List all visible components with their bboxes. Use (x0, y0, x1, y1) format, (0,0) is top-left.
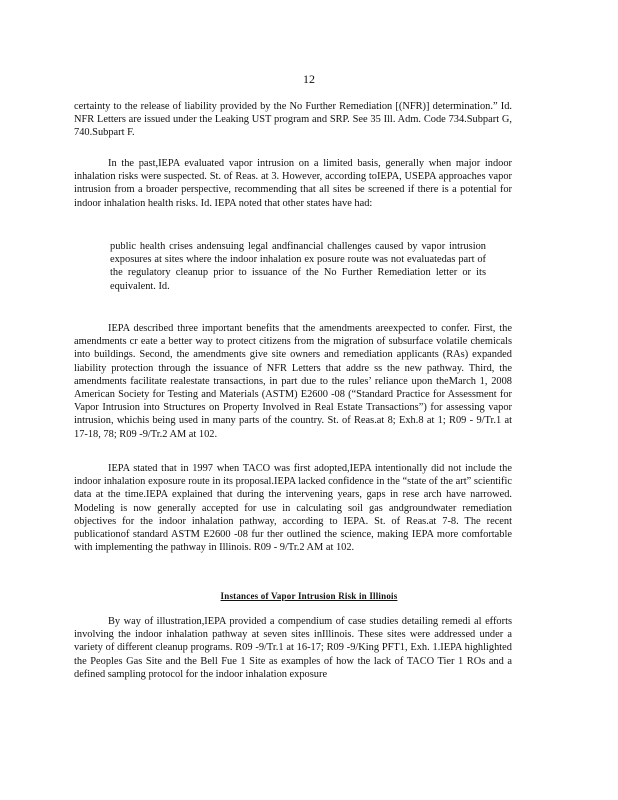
paragraph-continuation (74, 100, 512, 140)
page-number: 12 (303, 72, 315, 86)
paragraph-text: IEPA described three important benefits that the amendments areexpected to confer. First, the amendments cr eate a better way to protect citizens from the migration of subsurface volatile chemicals into buildings. Second, the amendments give site owners and remediation applicants (RAs) expanded liability protection through the issuance of NFR Letters that addre ss the new pathway. Third, the amendments facilitate realestate transactions, in part due to the rules’ reliance upon theMarch 1, 2008 American Society for Testing and Materials (ASTM) E2600 -08 (“Standard Practice for Assessment for Vapor Intrusion into Structures on Property Involved in Real Estate Transactions”) for assessing vapor intrusion, whichis being used in many parts of the country. St. of Reas.at 8; Exh.8 at 1; R09 - 9/Tr.1 at 17-18, 78; R09 -9/Tr.2 AM at 102. (74, 323, 512, 440)
paragraph-benefits (74, 322, 512, 441)
paragraph-text: By way of illustration,IEPA provided a compendium of case studies detailing remedi al efforts involving the indoor inhalation pathway at seven sites inIllinois. These sites were addressed under a variety of different cleanup programs. R09 -9/Tr.1 at 16-17; R09 -9/King PFT1, Exh. 1.IEPA highlighted the Peoples Gas Site and the Bell Fue 1 Site as examples of how the lack of TACO Tier 1 ROs and a defined sampling protocol for the indoor inhalation exposure (74, 616, 512, 680)
section-heading-text: Instances of Vapor Intrusion Risk in Illinois (220, 591, 398, 601)
paragraph-taco-history (74, 462, 512, 554)
paragraph-illustration (74, 615, 512, 681)
block-quote: public health crises andensuing legal andfinancial challenges caused by vapor intrusion exposures at sites where the indoor inhalation ex posure route was not evaluatedas part of the regulatory cleanup prior to issuance of the No Further Remediation letter or its equivalent. Id. (110, 241, 486, 292)
paragraph-past-evaluation (74, 157, 512, 210)
paragraph-text: IEPA stated that in 1997 when TACO was first adopted,IEPA intentionally did not include the indoor inhalation exposure route in its proposal.IEPA lacked confidence in the “state of the art” scientific data at the time.IEPA explained that during the intervening years, gaps in rese arch have narrowed. Modeling is now generally accepted for use in calculating soil gas andgroundwater remediation objectives for the indoor inhalation pathway, according to IEPA. St. of Reas.at 7-8. The recent publicationof standard ASTM E2600 -08 fur ther outlined the science, making IEPA more comfortable with implementing the pathway in Illinois. R09 - 9/Tr.2 AM at 102. (74, 463, 512, 554)
paragraph-text: In the past,IEPA evaluated vapor intrusion on a limited basis, generally when major indoor inhalation risks were suspected. St. of Reas. at 3. However, according toIEPA, USEPA approaches vapor intrusion from a broader perspective, recommending that all sites be screened if there is a potential for indoor inhalation health risks. Id. IEPA noted that other states have had: (74, 158, 512, 209)
section-heading (0, 591, 618, 601)
paragraph-text: certainty to the release of liability provided by the No Further Remediation [(NFR)] determination.” Id. NFR Letters are issued under the Leaking UST program and SRP. See 35 Ill. Adm. Code 734.Subpart G, 740.Subpart F. (74, 101, 512, 139)
